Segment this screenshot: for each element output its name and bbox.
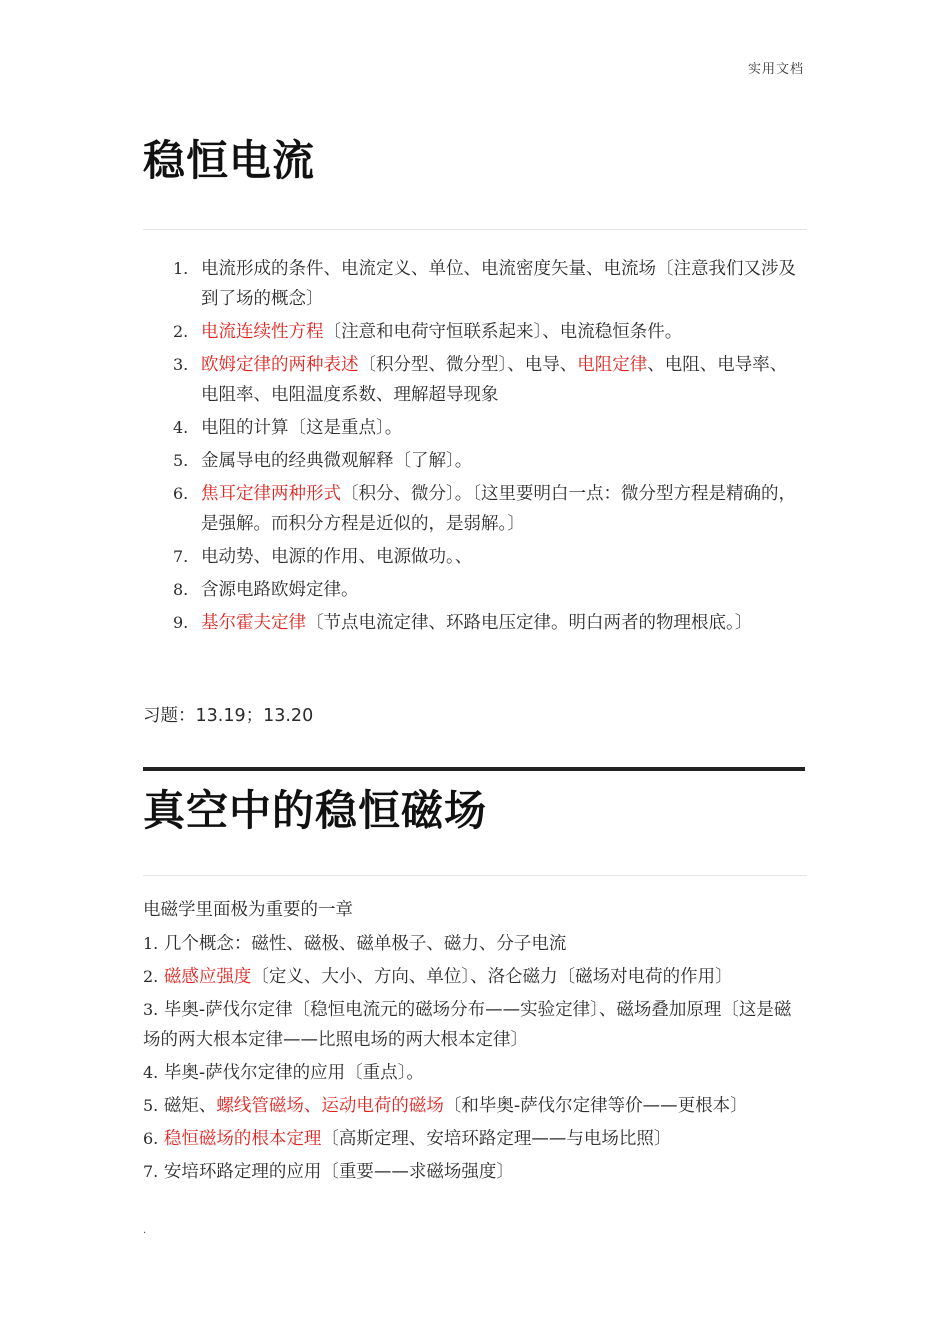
list-item [143, 995, 808, 1055]
list-item [173, 317, 803, 347]
list-item-segment: 〔注意和电荷守恒联系起来〕、电流稳恒条件。 [323, 322, 683, 342]
list-item-number: 5. [143, 1096, 159, 1115]
list-item-text [201, 575, 803, 605]
list-item-number: 2. [173, 322, 189, 341]
list-item-segment: 毕奥-萨伐尔定律〔稳恒电流元的磁场分布——实验定律〕、磁场叠加原理〔这是磁场的两大根本定律——比照电场的两大根本定律〕 [143, 1000, 792, 1050]
list-item-text [201, 413, 803, 443]
list-item-number: 7. [143, 1162, 159, 1181]
highlighted-term: 欧姆定律的两种表述 [201, 355, 359, 375]
list-item-segment: 〔和毕奥-萨伐尔定律等价——更根本〕 [443, 1096, 748, 1116]
list-item-text [201, 254, 803, 314]
section2-divider [143, 875, 807, 876]
list-item [143, 1157, 808, 1187]
list-item [173, 608, 803, 638]
list-item-segment: 毕奥-萨伐尔定律的应用〔重点〕。 [158, 1063, 424, 1083]
list-item-text [201, 350, 803, 410]
list-item [173, 479, 803, 539]
section2-intro: 电磁学里面极为重要的一章 [143, 900, 353, 920]
highlighted-term: 焦耳定律两种形式 [201, 484, 341, 504]
list-item-number: 6. [143, 1129, 159, 1148]
list-item [173, 413, 803, 443]
list-item-segment: 〔节点电流定律、环路电压定律。明白两者的物理根底。〕 [306, 613, 753, 633]
list-item-number: 3. [143, 1000, 159, 1019]
section2-top-rule [143, 767, 805, 771]
section2-title: 真空中的稳恒磁场 [143, 786, 488, 835]
list-item-number: 1. [173, 259, 189, 278]
list-item [143, 962, 808, 992]
list-item [173, 254, 803, 314]
list-item [143, 1058, 808, 1088]
list-item-segment: 金属导电的经典微观解释〔了解〕。 [201, 451, 473, 471]
list-item-text [201, 446, 803, 476]
list-item-segment: 电动势、电源的作用、电源做功。、 [201, 547, 473, 567]
list-item-segment: 几个概念：磁性、磁极、磁单极子、磁力、分子电流 [158, 934, 567, 954]
list-item-number: 7. [173, 547, 189, 566]
list-item-segment: 电流形成的条件、电流定义、单位、电流密度矢量、电流场〔注意我们又涉及到了场的概念〕 [201, 259, 796, 309]
list-item-segment: 磁矩、 [158, 1096, 217, 1116]
list-item [173, 350, 803, 410]
list-item [173, 575, 803, 605]
highlighted-term: 电阻定律 [577, 355, 648, 375]
section1-title: 稳恒电流 [143, 136, 316, 185]
list-item-text [201, 542, 803, 572]
list-item-number: 3. [173, 355, 189, 374]
list-item-text [201, 608, 803, 638]
list-item-number: 2. [143, 967, 159, 986]
footer-mark: . [143, 1225, 147, 1236]
list-item-text [201, 479, 803, 539]
section2-list [143, 929, 808, 1190]
list-item [143, 1124, 808, 1154]
highlighted-term: 螺线管磁场、运动电荷的磁场 [216, 1096, 444, 1116]
highlighted-term: 电流连续性方程 [201, 322, 324, 342]
list-item-segment: 电阻的计算〔这是重点〕。 [201, 418, 403, 438]
list-item-segment: 、电阻、电导率、电阻率、电阻温度系数、理解超导现象 [201, 355, 788, 405]
list-item-number: 1. [143, 934, 159, 953]
page-header-label: 实用文档 [748, 62, 805, 77]
list-item-text [201, 317, 803, 347]
list-item-segment: 〔积分、微分〕。〔这里要明白一点：微分型方程是精确的，是强解。而积分方程是近似的，是弱解。〕 [201, 484, 796, 534]
list-item-segment: 含源电路欧姆定律。 [201, 580, 359, 600]
section1-list [173, 254, 803, 641]
list-item-number: 4. [143, 1063, 159, 1082]
list-item-number: 4. [173, 418, 189, 437]
list-item [173, 446, 803, 476]
exercise-line: 习题：13.19；13.20 [143, 706, 314, 726]
list-item-segment: 安培环路定理的应用〔重要——求磁场强度〕 [158, 1162, 514, 1182]
highlighted-term: 基尔霍夫定律 [201, 613, 306, 633]
list-item-segment: 〔高斯定理、安培环路定理——与电场比照〕 [321, 1129, 672, 1149]
list-item-number: 6. [173, 484, 189, 503]
list-item [143, 1091, 808, 1121]
list-item-number: 9. [173, 613, 189, 632]
highlighted-term: 稳恒磁场的根本定理 [158, 1129, 322, 1149]
list-item [143, 929, 808, 959]
list-item-number: 8. [173, 580, 189, 599]
list-item [173, 542, 803, 572]
list-item-number: 5. [173, 451, 189, 470]
section1-divider [143, 229, 807, 230]
list-item-segment: 〔定义、大小、方向、单位〕、洛仑磁力〔磁场对电荷的作用〕 [251, 967, 733, 987]
list-item-segment: 〔积分型、微分型〕、电导、 [358, 355, 578, 375]
highlighted-term: 磁感应强度 [158, 967, 252, 987]
